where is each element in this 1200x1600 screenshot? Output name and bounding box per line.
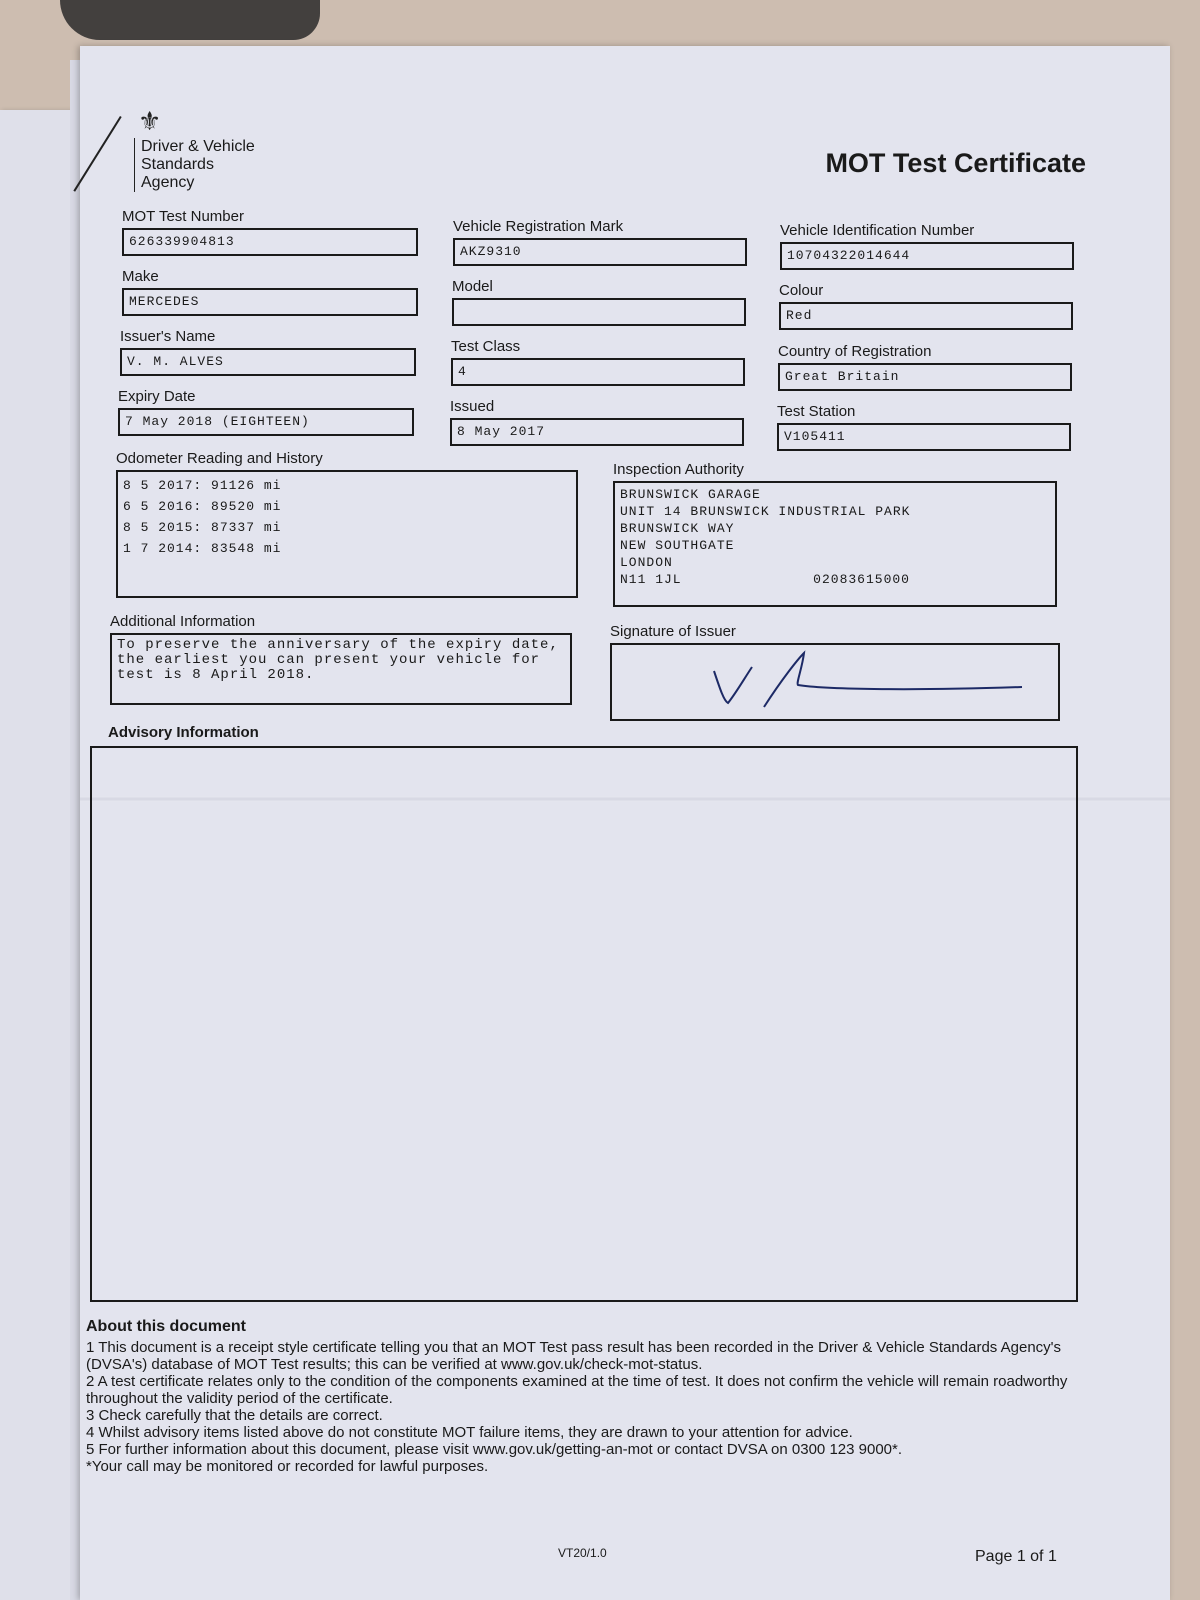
test-class-value: 4 [451,358,745,386]
odometer-entry: 1 7 2014: 83548 mi [123,541,282,556]
about-item: 3 Check carefully that the details are correct. [86,1407,383,1424]
model-value [452,298,746,326]
field-label: Expiry Date [118,388,196,405]
agency-line: Agency [141,174,195,191]
about-section [86,1318,1096,1475]
colour-value: Red [779,302,1073,330]
issuer-name-field [120,328,416,376]
expiry-date-value: 7 May 2018 (EIGHTEEN) [118,408,414,436]
odometer-entry: 8 5 2015: 87337 mi [123,520,282,535]
signature-box [610,643,1060,721]
make-value: MERCEDES [122,288,418,316]
field-label: Test Station [777,403,856,420]
odometer-entry: 6 5 2016: 89520 mi [123,499,282,514]
field-label: Vehicle Registration Mark [453,218,624,235]
expiry-date-field [118,388,414,436]
mot-test-number-value: 626339904813 [122,228,418,256]
logo-slash [73,116,121,192]
field-label: Inspection Authority [613,461,744,478]
agency-line: Standards [141,156,214,173]
odometer-entry: 8 5 2017: 91126 mi [123,478,282,493]
field-label: Odometer Reading and History [116,450,323,467]
inspection-authority-box [613,481,1057,607]
advisory-label: Advisory Information [108,724,259,741]
country-value: Great Britain [778,363,1072,391]
postcode: N11 1JL [620,572,682,587]
make-field [122,268,418,316]
address-line: UNIT 14 BRUNSWICK INDUSTRIAL PARK [620,504,911,519]
postcode-phone-row [620,571,1050,588]
address-line: NEW SOUTHGATE [620,538,735,553]
phone-number: 02083615000 [813,572,910,587]
about-item: 4 Whilst advisory items listed above do not constitute MOT failure items, they are drawn to your attention for advice. [86,1424,853,1441]
certificate-page [80,46,1170,1600]
address-line: BRUNSWICK GARAGE [620,487,761,502]
address-line: LONDON [620,555,673,570]
agency-line: Driver & Vehicle [141,138,255,155]
issued-value: 8 May 2017 [450,418,744,446]
field-label: Issuer's Name [120,328,216,345]
vin-value: 10704322014644 [780,242,1074,270]
agency-name [134,138,255,192]
underlying-page [0,110,79,1600]
test-station-value: V105411 [777,423,1071,451]
signature-field [610,623,1060,721]
vin-field [780,222,1074,270]
field-label: MOT Test Number [122,208,244,225]
field-label: Make [122,268,159,285]
advisory-box [90,746,1078,1302]
dvsa-logo [110,104,280,204]
field-label: Signature of Issuer [610,623,736,640]
form-code: VT20/1.0 [558,1546,607,1560]
issuer-name-value: V. M. ALVES [120,348,416,376]
field-label: Colour [779,282,824,299]
page-title: MOT Test Certificate [825,148,1086,178]
field-label: Model [452,278,493,295]
registration-field [453,218,747,266]
about-title: About this document [86,1318,246,1335]
field-label: Issued [450,398,495,415]
field-label: Test Class [451,338,521,355]
test-class-field [451,338,745,386]
signature-image [702,649,1042,709]
registration-value: AKZ9310 [453,238,747,266]
field-label: Additional Information [110,613,256,630]
field-label: Country of Registration [778,343,932,360]
background-stain [60,0,320,40]
address-line: BRUNSWICK WAY [620,521,735,536]
page-number: Page 1 of 1 [975,1548,1057,1565]
additional-information-field [110,613,572,705]
inspection-authority-field [613,461,1057,607]
test-station-field [777,403,1071,451]
field-label: Vehicle Identification Number [780,222,975,239]
mot-test-number-field [122,208,418,256]
colour-field [779,282,1073,330]
country-field [778,343,1072,391]
issued-field [450,398,744,446]
crest-icon: ⚜ [138,106,162,136]
about-item: 5 For further information about this document, please visit www.gov.uk/getting-an-mot or contact DVSA on 0300 123 9000*. [86,1441,903,1458]
about-item: 1 This document is a receipt style certificate telling you that an MOT Test pass result has been recorded in the Driver & Vehicle Standards Agency's (DVSA's) database of MOT Test results; this can be verified at www.gov.uk/check-mot-status. [86,1339,1062,1373]
model-field [452,278,746,326]
odometer-box [116,470,578,598]
additional-information-text: To preserve the anniversary of the expiry date, the earliest you can present your vehicle for test is 8 April 2018. [110,633,572,705]
about-footnote: *Your call may be monitored or recorded for lawful purposes. [86,1458,489,1475]
odometer-field [116,450,578,598]
about-item: 2 A test certificate relates only to the condition of the components examined at the time of test. It does not confirm the vehicle will remain roadworthy throughout the validity period of the certificate. [86,1373,1068,1407]
